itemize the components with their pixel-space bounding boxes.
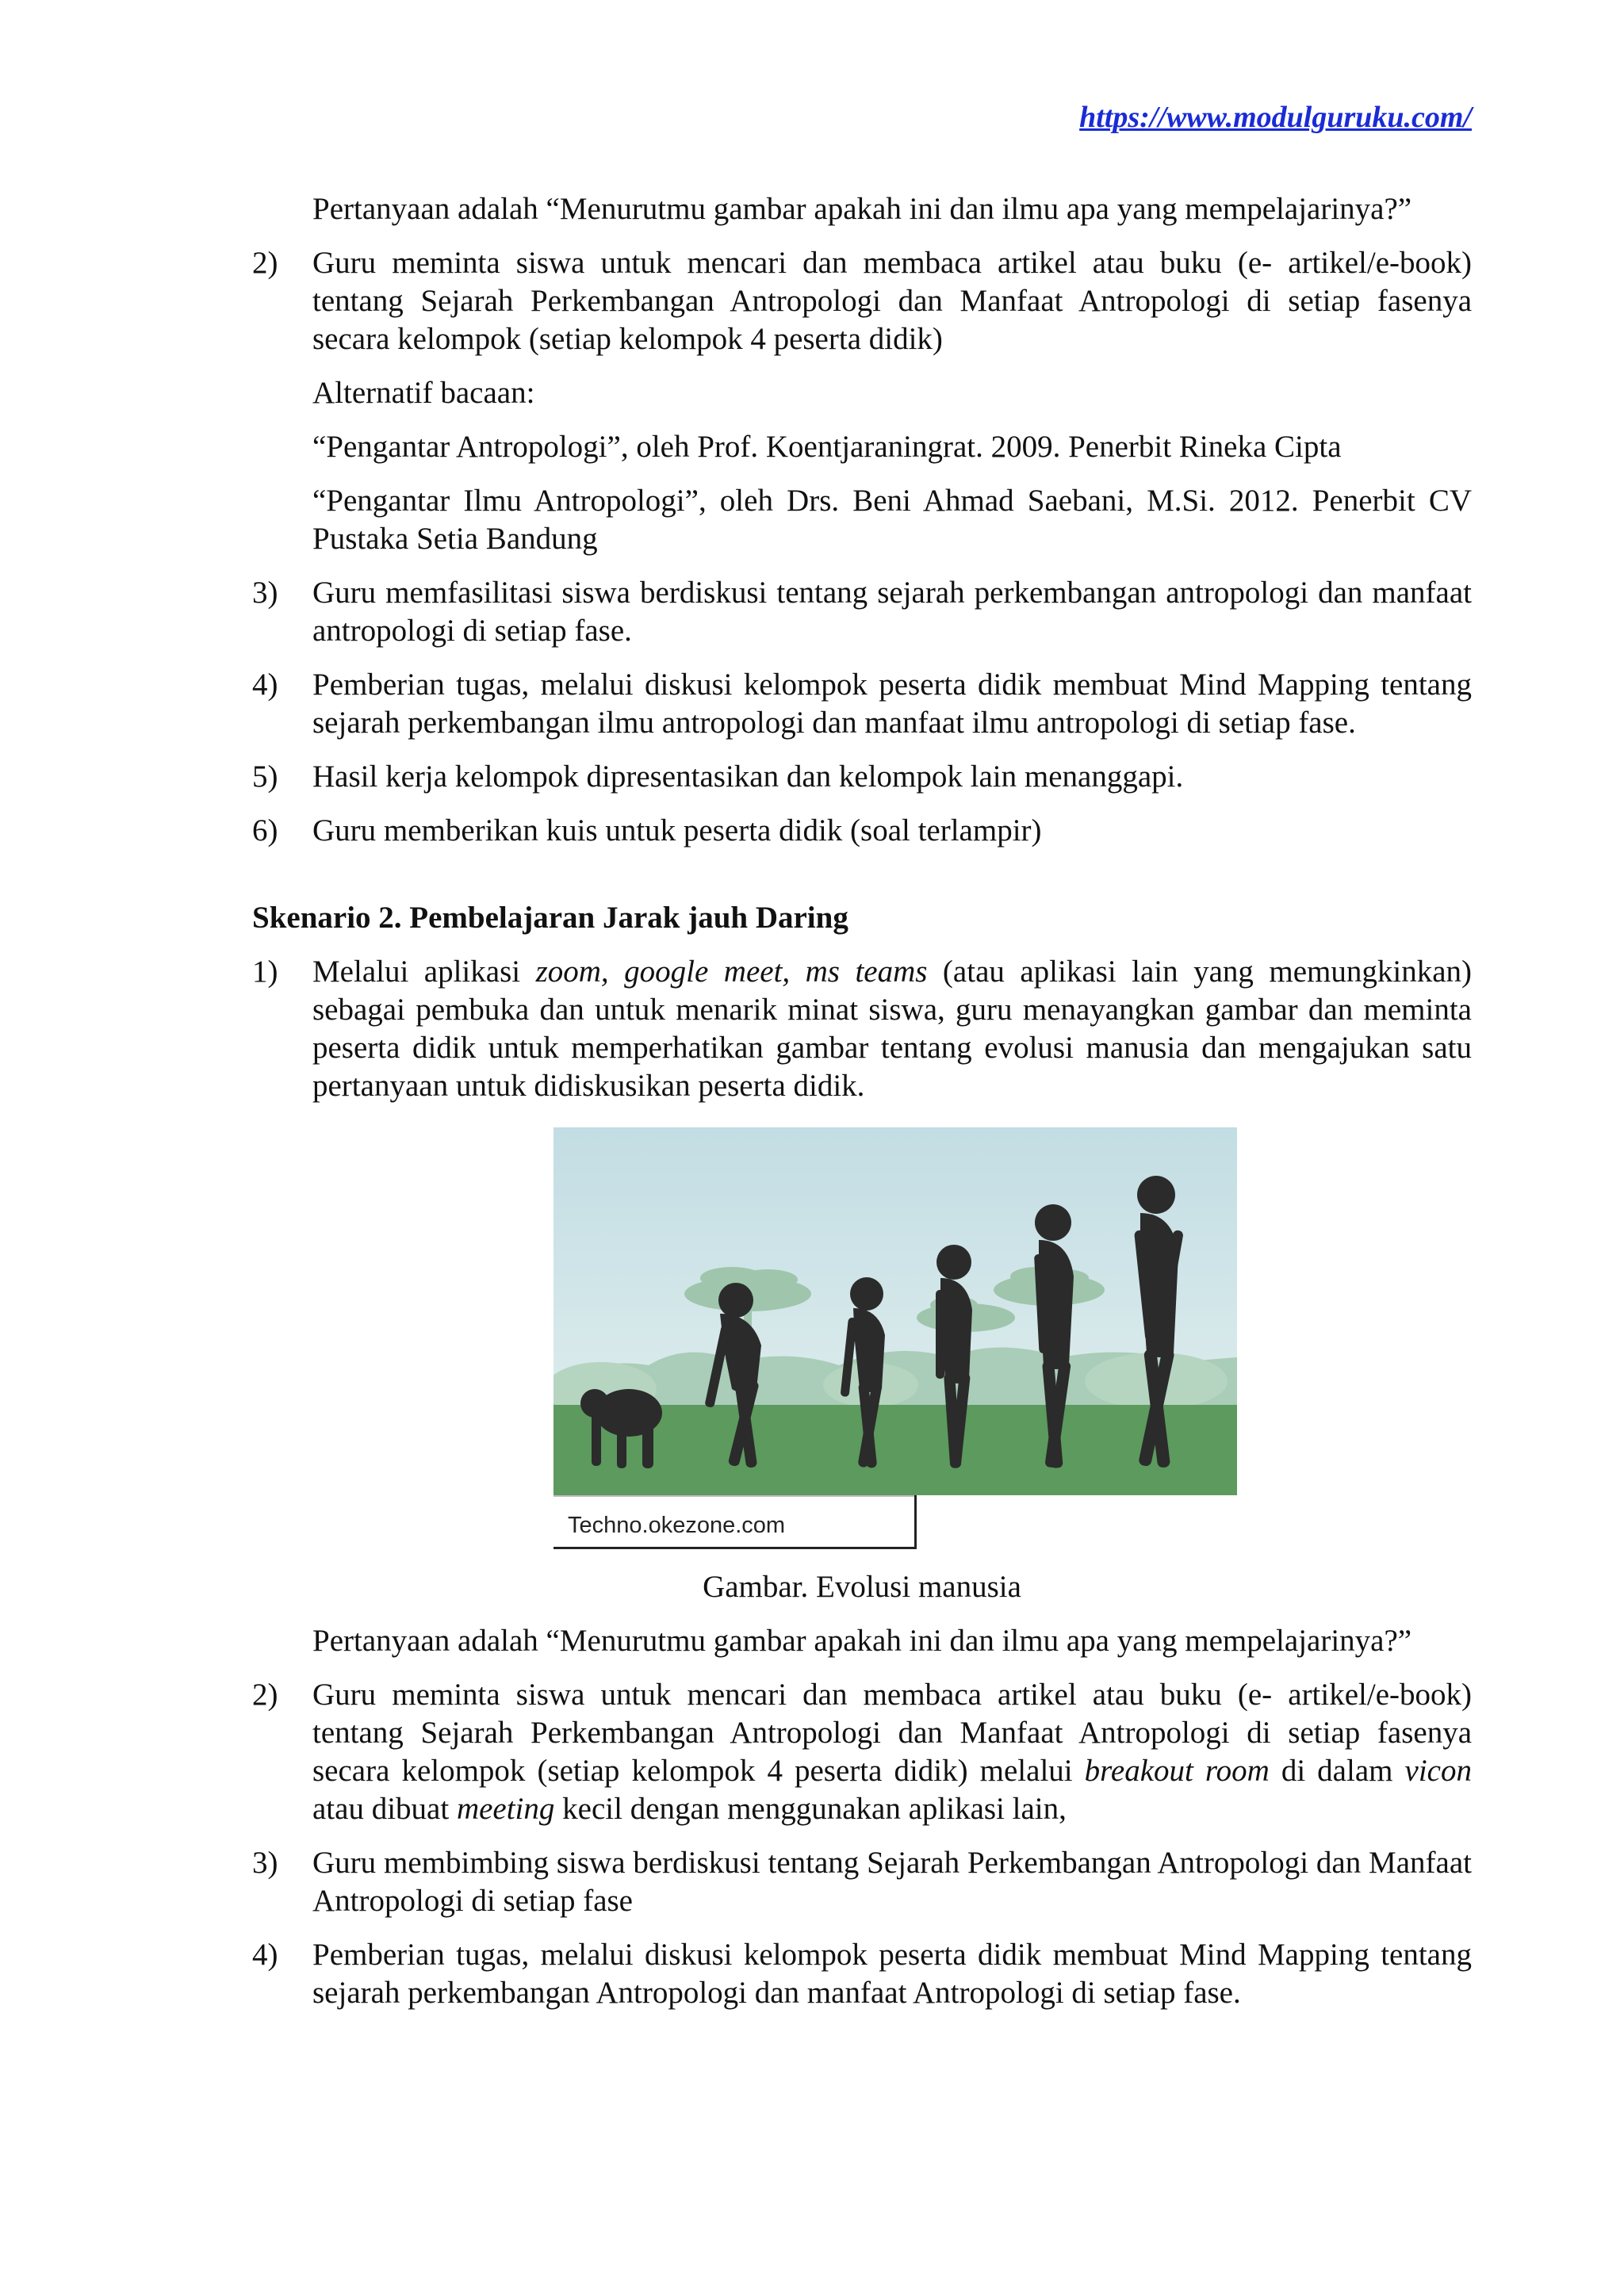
silhouette-ape bbox=[580, 1389, 662, 1468]
text-run: (atau aplikasi lain yang memungkinkan) sebagai pembuka dan untuk menarik minat siswa, guru menayangkan gambar dan meminta peserta didik untuk memperhatikan gambar tentang evolusi manusia dan mengajukan satu pertanyaan untuk didiskusikan peserta didik. bbox=[312, 955, 1473, 1103]
evolution-image bbox=[553, 1127, 1237, 1495]
image-credit: Techno.okezone.com bbox=[568, 1513, 786, 1538]
list-text bbox=[312, 955, 1472, 1103]
image-credit-box bbox=[553, 1495, 917, 1549]
list-item bbox=[252, 758, 1472, 796]
list-number: 1) bbox=[252, 955, 278, 989]
evolution-figure bbox=[553, 1127, 1237, 1552]
term-meeting: meeting bbox=[456, 1792, 555, 1826]
text-run: di dalam bbox=[1269, 1754, 1405, 1788]
question-text-1: Pertanyaan adalah “Menurutmu gambar apakah ini dan ilmu apa yang mempelajarinya?” bbox=[312, 192, 1412, 226]
list-number: 2) bbox=[252, 246, 278, 280]
list-text: Hasil kerja kelompok dipresentasikan dan kelompok lain menanggapi. bbox=[312, 760, 1184, 794]
app-names: zoom, google meet, ms teams bbox=[535, 955, 928, 989]
text-run: Melalui aplikasi bbox=[312, 955, 536, 989]
header-url-link[interactable]: https://www.modulguruku.com/ bbox=[1079, 101, 1472, 134]
list-text: Pemberian tugas, melalui diskusi kelompok peserta didik membuat Mind Mapping tentang sejarah perkembangan Antropologi dan manfaat Antropologi di setiap fase. bbox=[312, 1938, 1472, 2010]
alt-reading-2: “Pengantar Ilmu Antropologi”, oleh Drs. Beni Ahmad Saebani, M.Si. 2012. Penerbit CV Pustaka Setia Bandung bbox=[312, 484, 1472, 556]
text-run: Guru meminta siswa untuk mencari dan membaca artikel atau buku (e- artikel/e-book) tentang Sejarah Perkembangan Antropologi dan Manfaat Antropologi di setiap fasenya secara kelompok (setiap kelompok 4 peserta didik) melalui bbox=[312, 1678, 1472, 1788]
page-body bbox=[252, 190, 1472, 2012]
list-number: 4) bbox=[252, 668, 278, 702]
list-number: 3) bbox=[252, 1846, 278, 1880]
list-text bbox=[312, 1678, 1472, 1826]
list-text: Guru membimbing siswa berdiskusi tentang Sejarah Perkembangan Antropologi dan Manfaat Antropologi di setiap fase bbox=[312, 1846, 1472, 1918]
list-text: Guru memberikan kuis untuk peserta didik (soal terlampir) bbox=[312, 813, 1042, 848]
list-item bbox=[252, 244, 1472, 358]
list-text: Pemberian tugas, melalui diskusi kelompok peserta didik membuat Mind Mapping tentang sejarah perkembangan ilmu antropologi dan manfaat ilmu antropologi di setiap fase. bbox=[312, 668, 1472, 740]
list-number: 3) bbox=[252, 576, 278, 610]
text-run: atau dibuat bbox=[312, 1792, 457, 1826]
list-item bbox=[252, 1844, 1472, 1920]
list-item bbox=[252, 812, 1472, 850]
question-text-2: Pertanyaan adalah “Menurutmu gambar apakah ini dan ilmu apa yang mempelajarinya?” bbox=[312, 1624, 1412, 1658]
list-item bbox=[252, 666, 1472, 742]
list-item bbox=[252, 1676, 1472, 1828]
list-item bbox=[252, 953, 1472, 1105]
list-number: 2) bbox=[252, 1678, 278, 1712]
list-number: 5) bbox=[252, 760, 278, 794]
term-breakout-room: breakout room bbox=[1084, 1754, 1270, 1788]
figure-caption: Gambar. Evolusi manusia bbox=[703, 1570, 1021, 1604]
term-vicon: vicon bbox=[1404, 1754, 1472, 1788]
list-number: 4) bbox=[252, 1938, 278, 1972]
section-heading: Skenario 2. Pembelajaran Jarak jauh Daring bbox=[252, 901, 848, 935]
alt-reading-1: “Pengantar Antropologi”, oleh Prof. Koentjaraningrat. 2009. Penerbit Rineka Cipta bbox=[312, 430, 1342, 464]
list-text: Guru memfasilitasi siswa berdiskusi tentang sejarah perkembangan antropologi dan manfaat antropologi di setiap fase. bbox=[312, 576, 1472, 648]
list-number: 6) bbox=[252, 813, 278, 848]
list-item bbox=[252, 574, 1472, 650]
text-run: kecil dengan menggunakan aplikasi lain, bbox=[554, 1792, 1067, 1826]
list-item bbox=[252, 1936, 1472, 2012]
list-text: Guru meminta siswa untuk mencari dan membaca artikel atau buku (e- artikel/e-book) tentang Sejarah Perkembangan Antropologi dan Manfaat Antropologi di setiap fasenya secara kelompok (setiap kelompok 4 peserta didik) bbox=[312, 246, 1472, 356]
alt-reading-label: Alternatif bacaan: bbox=[312, 376, 535, 410]
